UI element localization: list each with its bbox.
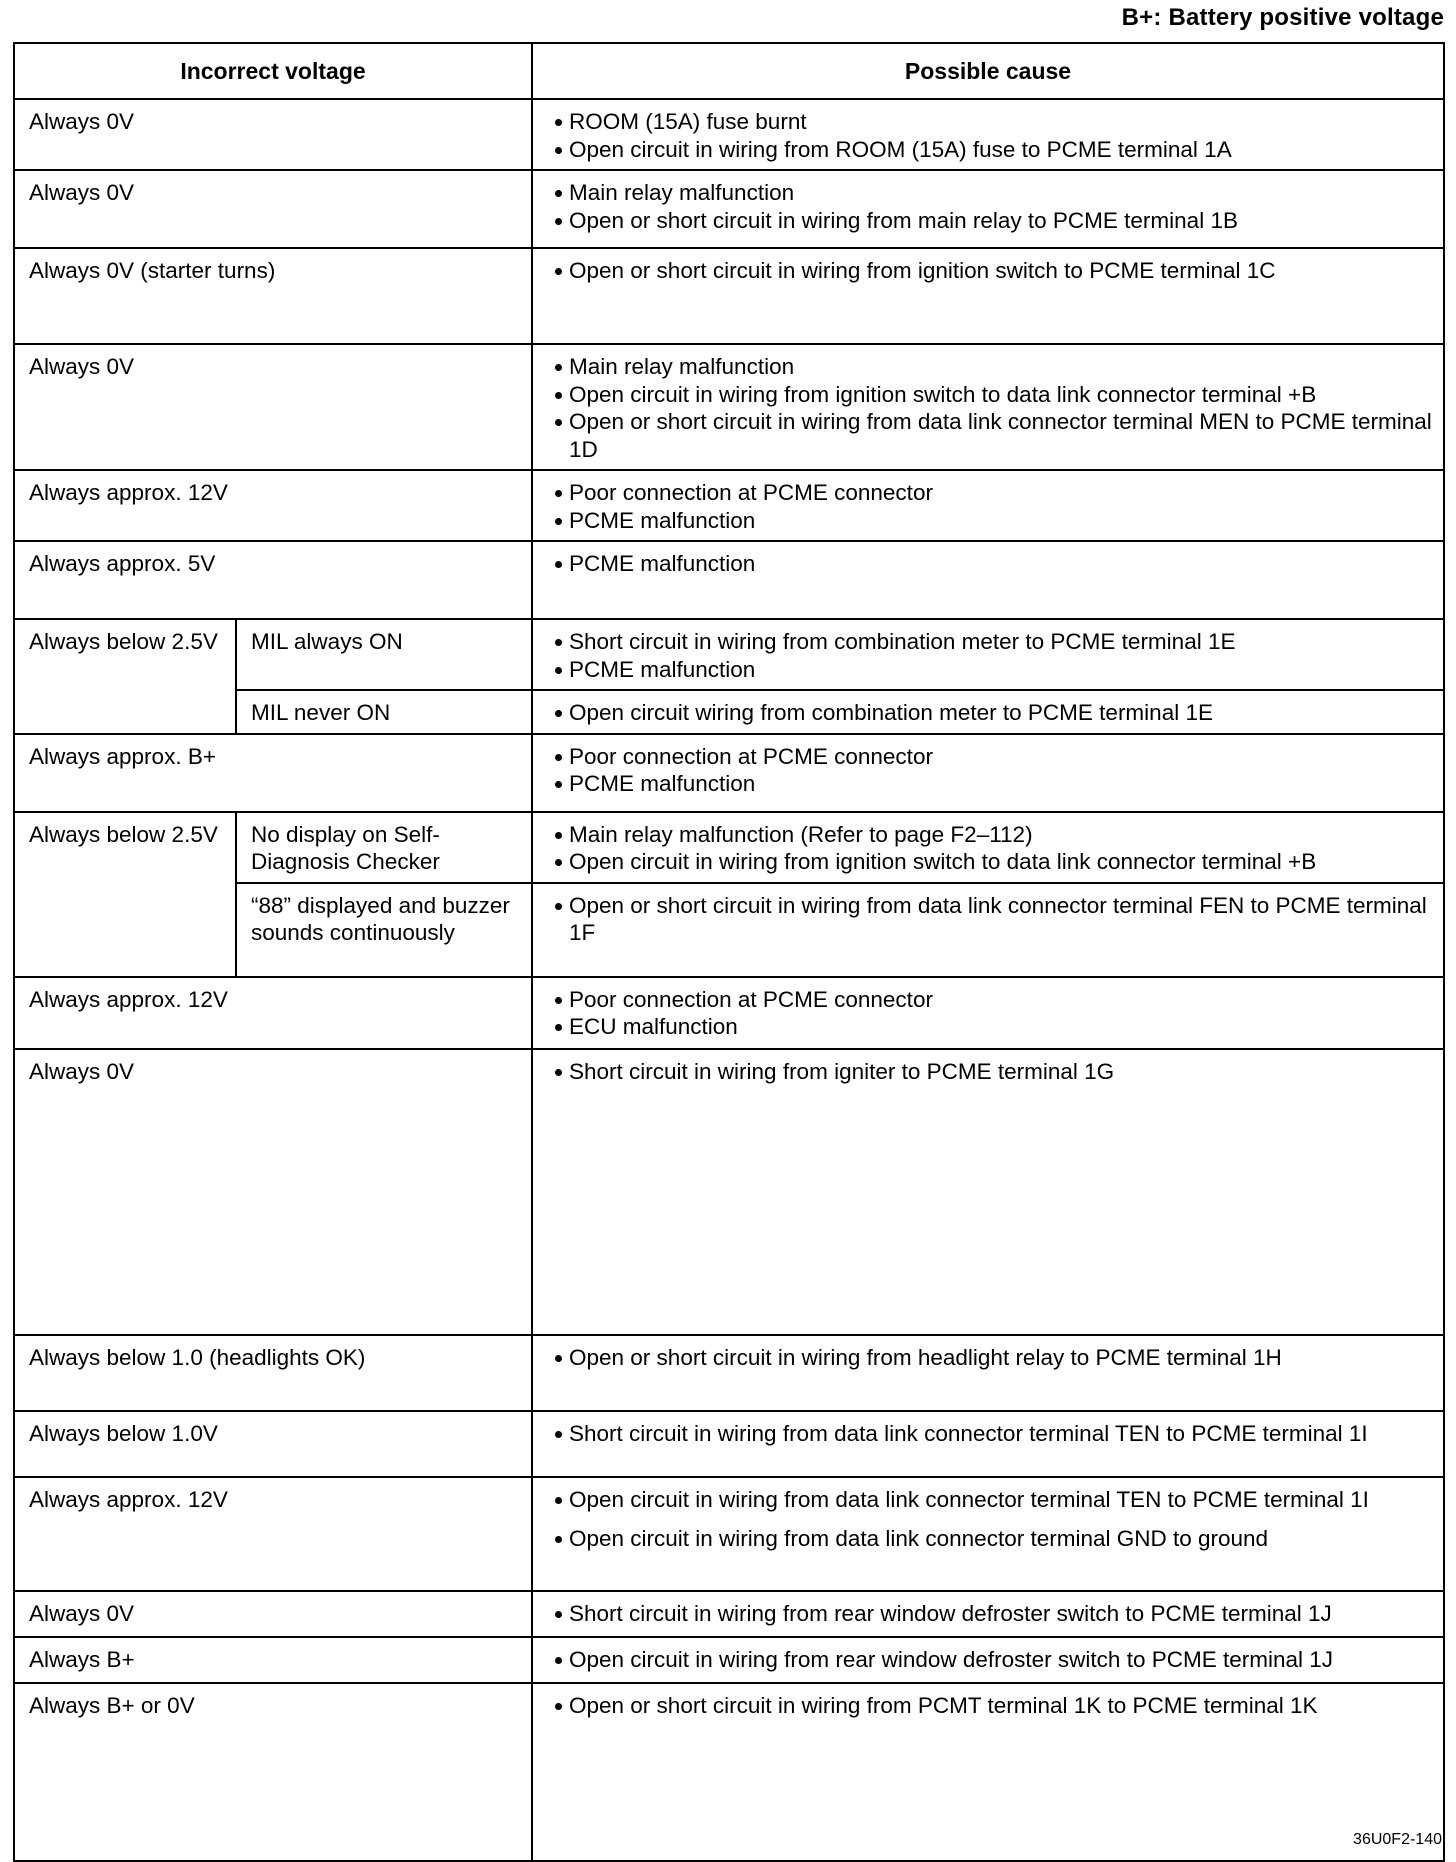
cause-item: Open circuit in wiring from rear window defroster switch to PCME terminal 1J — [555, 1646, 1433, 1674]
cause-item: PCME malfunction — [555, 770, 1433, 798]
battery-voltage-legend: B+: Battery positive voltage — [1121, 4, 1444, 31]
voltage-cell: Always approx. 12V — [14, 1477, 532, 1591]
cause-item: Open circuit wiring from combination meter to PCME terminal 1E — [555, 699, 1433, 727]
cause-cell — [532, 619, 1444, 690]
cause-cell — [532, 541, 1444, 619]
cause-cell — [532, 170, 1444, 248]
cause-item: Open or short circuit in wiring from PCMT terminal 1K to PCME terminal 1K — [555, 1692, 1433, 1720]
table-row — [14, 619, 1444, 690]
cause-item: ECU malfunction — [555, 1013, 1433, 1041]
condition-cell: “88” displayed and buzzer sounds continuously — [236, 883, 532, 977]
cause-item: Poor connection at PCME connector — [555, 986, 1433, 1014]
column-header-incorrect-voltage: Incorrect voltage — [14, 43, 532, 99]
table-row — [14, 99, 1444, 170]
condition-cell: MIL never ON — [236, 690, 532, 734]
table-row — [14, 1335, 1444, 1411]
cause-cell — [532, 977, 1444, 1049]
table-row — [14, 170, 1444, 248]
cause-item: Main relay malfunction — [555, 179, 1433, 207]
voltage-cell: Always below 2.5V — [14, 619, 236, 734]
table-row — [14, 1411, 1444, 1477]
cause-item: Short circuit in wiring from igniter to PCME terminal 1G — [555, 1058, 1433, 1086]
table-row — [14, 1477, 1444, 1591]
cause-cell — [532, 734, 1444, 812]
voltage-cell: Always B+ — [14, 1637, 532, 1683]
cause-cell — [532, 99, 1444, 170]
voltage-cell: Always 0V — [14, 170, 532, 248]
cause-item: Open circuit in wiring from ignition switch to data link connector terminal +B — [555, 848, 1433, 876]
cause-item: Open circuit in wiring from data link connector terminal GND to ground — [555, 1525, 1433, 1553]
figure-code: 36U0F2-140 — [1353, 1831, 1442, 1848]
voltage-cell: Always approx. 12V — [14, 977, 532, 1049]
table-row — [14, 541, 1444, 619]
table-row — [14, 344, 1444, 470]
cause-item: Short circuit in wiring from combination meter to PCME terminal 1E — [555, 628, 1433, 656]
table-row — [14, 734, 1444, 812]
cause-item: PCME malfunction — [555, 550, 1433, 578]
cause-item: Open or short circuit in wiring from headlight relay to PCME terminal 1H — [555, 1344, 1433, 1372]
table-row — [14, 812, 1444, 883]
cause-cell — [532, 883, 1444, 977]
cause-cell — [532, 248, 1444, 344]
cause-item: Poor connection at PCME connector — [555, 479, 1433, 507]
voltage-cell: Always approx. B+ — [14, 734, 532, 812]
condition-cell: MIL always ON — [236, 619, 532, 690]
cause-item: Main relay malfunction — [555, 353, 1433, 381]
table-row — [14, 1591, 1444, 1637]
voltage-cell: Always B+ or 0V — [14, 1683, 532, 1861]
voltage-diagnosis-table — [13, 42, 1445, 1862]
voltage-cell: Always below 1.0 (headlights OK) — [14, 1335, 532, 1411]
condition-cell: No display on Self-Diagnosis Checker — [236, 812, 532, 883]
cause-item: Main relay malfunction (Refer to page F2–112) — [555, 821, 1433, 849]
column-header-possible-cause: Possible cause — [532, 43, 1444, 99]
table-row — [14, 470, 1444, 541]
cause-item: ROOM (15A) fuse burnt — [555, 108, 1433, 136]
voltage-cell: Always approx. 5V — [14, 541, 532, 619]
cause-cell — [532, 1683, 1444, 1861]
cause-cell — [532, 1049, 1444, 1335]
cause-item: Poor connection at PCME connector — [555, 743, 1433, 771]
voltage-cell: Always below 2.5V — [14, 812, 236, 977]
cause-item: Open or short circuit in wiring from ignition switch to PCME terminal 1C — [555, 257, 1433, 285]
table-row — [14, 248, 1444, 344]
table-header-row — [14, 43, 1444, 99]
cause-cell — [532, 470, 1444, 541]
voltage-cell: Always 0V — [14, 1049, 532, 1335]
cause-item: PCME malfunction — [555, 507, 1433, 535]
cause-item: Open circuit in wiring from data link connector terminal TEN to PCME terminal 1I — [555, 1486, 1433, 1514]
voltage-cell: Always 0V — [14, 1591, 532, 1637]
cause-item: Short circuit in wiring from data link connector terminal TEN to PCME terminal 1I — [555, 1420, 1433, 1448]
cause-cell — [532, 1411, 1444, 1477]
cause-cell — [532, 812, 1444, 883]
cause-item: Open or short circuit in wiring from main relay to PCME terminal 1B — [555, 207, 1433, 235]
voltage-cell: Always approx. 12V — [14, 470, 532, 541]
cause-item: Open circuit in wiring from ignition switch to data link connector terminal +B — [555, 381, 1433, 409]
table-row — [14, 1683, 1444, 1861]
cause-cell — [532, 344, 1444, 470]
voltage-cell: Always below 1.0V — [14, 1411, 532, 1477]
cause-item: Open or short circuit in wiring from data link connector terminal MEN to PCME terminal 1D — [555, 408, 1433, 463]
cause-cell — [532, 690, 1444, 734]
voltage-cell: Always 0V (starter turns) — [14, 248, 532, 344]
voltage-cell: Always 0V — [14, 344, 532, 470]
cause-item: PCME malfunction — [555, 656, 1433, 684]
cause-cell — [532, 1637, 1444, 1683]
cause-item: Short circuit in wiring from rear window defroster switch to PCME terminal 1J — [555, 1600, 1433, 1628]
table-row — [14, 1637, 1444, 1683]
cause-cell — [532, 1591, 1444, 1637]
cause-item: Open or short circuit in wiring from data link connector terminal FEN to PCME terminal 1F — [555, 892, 1433, 947]
cause-cell — [532, 1477, 1444, 1591]
table-row — [14, 1049, 1444, 1335]
cause-item: Open circuit in wiring from ROOM (15A) fuse to PCME terminal 1A — [555, 136, 1433, 164]
cause-cell — [532, 1335, 1444, 1411]
voltage-cell: Always 0V — [14, 99, 532, 170]
table-row — [14, 977, 1444, 1049]
